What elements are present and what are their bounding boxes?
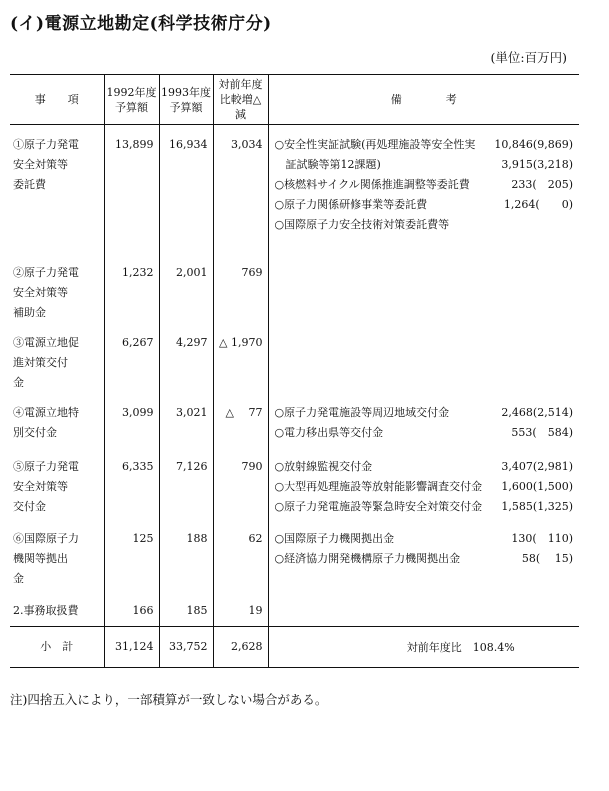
item-label-line: ③電源立地促 bbox=[13, 335, 79, 349]
value-fy1993: 3,021 bbox=[176, 405, 208, 419]
remark-label: ○国際原子力安全技術対策委託費等 bbox=[274, 218, 450, 231]
remark-label: ○放射線監視交付金 bbox=[274, 459, 373, 473]
remark-label: ○核燃料サイクル関係推進調整等委託費 bbox=[274, 178, 470, 191]
item-label-line: 機関等拠出 bbox=[13, 551, 68, 565]
remark-label: ○原子力発電施設等周辺地域交付金 bbox=[274, 405, 450, 419]
unit-label: (単位:百万円) bbox=[490, 50, 567, 65]
total-fy1993: 33,752 bbox=[169, 640, 208, 653]
remark-label: ○国際原子力機関拠出金 bbox=[274, 531, 395, 545]
item-label-line: ④電源立地特 bbox=[13, 405, 79, 419]
total-row bbox=[10, 627, 579, 668]
value-fy1992: 6,335 bbox=[122, 459, 154, 473]
remark-line bbox=[275, 423, 574, 443]
remark-line bbox=[275, 195, 574, 215]
remark-label: ○電力移出県等交付金 bbox=[274, 425, 384, 439]
value-change: 19 bbox=[248, 603, 263, 617]
item-label-line: 金 bbox=[13, 571, 24, 585]
value-fy1992: 3,099 bbox=[122, 405, 154, 419]
value-fy1993: 7,126 bbox=[176, 459, 208, 473]
value-change: 62 bbox=[248, 531, 263, 545]
value-change: 790 bbox=[241, 459, 263, 473]
value-change: △ 77 bbox=[225, 405, 263, 419]
header-fy1992: 1992年度 予算額 bbox=[104, 75, 159, 125]
remark-line bbox=[275, 457, 574, 477]
remark-label: ○安全性実証試験(再処理施設等安全性実 bbox=[274, 138, 476, 151]
header-item: 事 項 bbox=[10, 75, 104, 125]
table-row bbox=[10, 591, 579, 627]
header-row bbox=[10, 75, 579, 125]
page-title: (イ)電源立地勘定(科学技術庁分) bbox=[10, 14, 272, 34]
value-fy1992: 1,232 bbox=[122, 265, 154, 279]
item-label-line: 進対策交付 bbox=[13, 355, 68, 369]
total-change: 2,628 bbox=[231, 640, 263, 653]
header-fy1993: 1993年度 予算額 bbox=[159, 75, 213, 125]
remark-line bbox=[275, 403, 574, 423]
remark-value: 233( 205) bbox=[511, 178, 573, 191]
value-fy1992: 13,899 bbox=[115, 138, 154, 151]
remark-label: ○原子力関係研修事業等委託費 bbox=[274, 198, 428, 211]
value-fy1993: 4,297 bbox=[176, 335, 208, 349]
item-label-line: 別交付金 bbox=[13, 425, 57, 439]
table-row bbox=[10, 447, 579, 519]
value-change: 3,034 bbox=[231, 138, 263, 151]
total-label: 小 計 bbox=[40, 640, 74, 653]
item-label-line: 2.事務取扱費 bbox=[13, 603, 79, 617]
item-label-line: ⑥国際原子力 bbox=[13, 531, 79, 545]
remark-value: 553( 584) bbox=[511, 425, 573, 439]
item-label-line: 補助金 bbox=[13, 305, 46, 319]
item-label-line: 安全対策等 bbox=[13, 285, 68, 299]
remark-value: 58( 15) bbox=[521, 551, 573, 565]
value-fy1993: 2,001 bbox=[176, 265, 208, 279]
remark-value: 1,264( 0) bbox=[503, 198, 573, 211]
remark-label: 証試験等第12課題) bbox=[274, 158, 381, 171]
table-row bbox=[10, 519, 579, 591]
total-fy1992: 31,124 bbox=[115, 640, 154, 653]
remark-value: 1,600(1,500) bbox=[501, 479, 573, 493]
remark-line bbox=[275, 215, 574, 235]
remark-line bbox=[275, 175, 574, 195]
item-label-line: 安全対策等 bbox=[13, 479, 68, 493]
value-fy1993: 185 bbox=[186, 603, 208, 617]
item-label-line: ⑤原子力発電 bbox=[13, 459, 79, 473]
value-fy1992: 6,267 bbox=[122, 335, 154, 349]
remark-value: 3,915(3,218) bbox=[501, 158, 573, 171]
item-label-line: 委託費 bbox=[13, 178, 46, 191]
remark-line bbox=[275, 477, 574, 497]
value-fy1992: 125 bbox=[132, 531, 154, 545]
table-row bbox=[10, 125, 579, 253]
remark-value: 10,846(9,869) bbox=[494, 138, 573, 151]
item-label-line: 金 bbox=[13, 375, 24, 389]
remark-label: ○原子力発電施設等緊急時安全対策交付金 bbox=[274, 499, 483, 513]
budget-table bbox=[10, 74, 579, 668]
table-row bbox=[10, 393, 579, 447]
value-change: 769 bbox=[241, 265, 263, 279]
header-remarks: 備 考 bbox=[268, 75, 579, 125]
value-change: △ 1,970 bbox=[219, 335, 263, 349]
remark-line bbox=[275, 529, 574, 549]
remark-label: ○大型再処理施設等放射能影響調査交付金 bbox=[274, 479, 483, 493]
value-fy1992: 166 bbox=[132, 603, 154, 617]
remark-value: 130( 110) bbox=[511, 531, 573, 545]
remark-line bbox=[275, 549, 574, 569]
item-label-line: ②原子力発電 bbox=[13, 265, 79, 279]
table-row bbox=[10, 253, 579, 323]
remark-label: ○経済協力開発機構原子力機関拠出金 bbox=[274, 551, 461, 565]
header-change: 対前年度 比較増△減 bbox=[213, 75, 268, 125]
value-fy1993: 188 bbox=[186, 531, 208, 545]
remark-line bbox=[275, 497, 574, 517]
footnote: 注)四捨五入により，一部積算が一致しない場合がある。 bbox=[10, 692, 328, 707]
value-fy1993: 16,934 bbox=[169, 138, 208, 151]
remark-line bbox=[275, 135, 574, 155]
total-remarks: 対前年度比 108.4% bbox=[406, 641, 515, 654]
remark-line bbox=[275, 155, 574, 175]
remark-value: 3,407(2,981) bbox=[501, 459, 573, 473]
table-row bbox=[10, 323, 579, 393]
remark-value: 1,585(1,325) bbox=[501, 499, 573, 513]
remark-value: 2,468(2,514) bbox=[501, 405, 573, 419]
item-label-line: ①原子力発電 bbox=[13, 138, 79, 151]
item-label-line: 安全対策等 bbox=[13, 158, 68, 171]
item-label-line: 交付金 bbox=[13, 499, 46, 513]
